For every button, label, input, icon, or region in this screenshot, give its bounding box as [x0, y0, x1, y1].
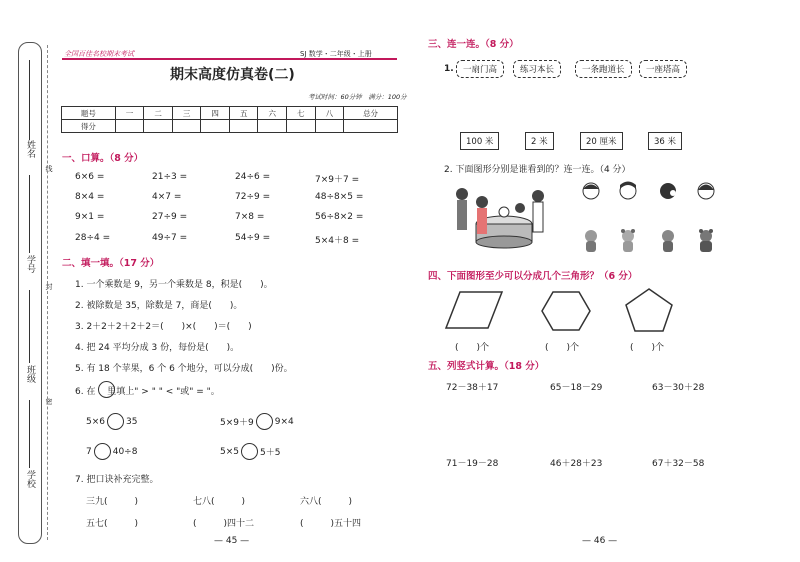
compare-right: 35 — [126, 416, 138, 427]
score-cell: 题号 — [62, 107, 116, 120]
score-cell: 一 — [115, 107, 144, 120]
oral-item: 5×4＋8 = — [315, 236, 360, 246]
bear-view-1 — [585, 230, 597, 252]
triangle-count-blank[interactable]: ( )个 — [455, 343, 490, 353]
cut-line — [47, 45, 48, 540]
section2-title: 二、填一填。（17 分） — [62, 258, 160, 269]
score-input-cell[interactable] — [172, 120, 201, 133]
score-cell: 四 — [201, 107, 230, 120]
face-view-4 — [698, 183, 714, 199]
compare-left: 5×5 — [220, 446, 239, 457]
vertical-calc-item: 67＋32－58 — [652, 459, 705, 469]
oral-item: 28÷4 = — [75, 233, 111, 243]
score-cell: 总分 — [344, 107, 398, 120]
length-card[interactable]: 100 米 — [460, 132, 499, 150]
fill-question-3: 3. 2＋2＋2＋2＋2＝( )×( )＝( ) — [75, 322, 252, 332]
fill-question-2: 2. 被除数是 35，除数是 7，商是( )。 — [75, 301, 243, 311]
match-tag[interactable]: 一扇门高 — [456, 60, 504, 78]
vertical-calc-item: 71－19－28 — [446, 459, 499, 469]
section5-title: 五、列竖式计算。（18 分） — [428, 361, 545, 372]
compare-circle[interactable] — [98, 381, 115, 398]
oral-item: 21÷3 = — [152, 172, 188, 182]
vertical-calc-item: 72－38＋17 — [446, 383, 499, 393]
compare-circle[interactable] — [256, 413, 273, 430]
edition-label: SJ 数学・二年级・上册 — [300, 50, 372, 58]
fill-question-7: 7. 把口诀补充完整。 — [75, 475, 159, 485]
score-cell: 七 — [287, 107, 316, 120]
score-cell: 五 — [229, 107, 258, 120]
page-number-left: — 45 — — [214, 536, 250, 546]
rhyme-item: ( )五十四 — [300, 519, 362, 529]
score-input-cell[interactable] — [344, 120, 398, 133]
bear-view-3 — [662, 230, 674, 252]
compare-item — [220, 413, 294, 430]
length-card[interactable]: 36 米 — [648, 132, 682, 150]
parallelogram-shape — [444, 290, 504, 330]
page-number-right: — 46 — — [582, 536, 618, 546]
seal-mark-line: 线 — [45, 165, 53, 172]
school-label: 学校 — [25, 470, 35, 488]
hexagon-shape — [540, 290, 592, 332]
oral-item: 9×1 = — [75, 212, 105, 222]
fill-question-6: 6. 在 里填上" > " " < "或" = "。 — [75, 387, 220, 397]
score-input-cell[interactable] — [258, 120, 287, 133]
triangle-count-blank[interactable]: ( )个 — [630, 343, 665, 353]
children-table-illustration — [448, 178, 560, 260]
student-id-label: 学号 — [25, 255, 35, 273]
rhyme-item: 三九( ) — [86, 497, 139, 507]
face-view-2 — [620, 182, 636, 200]
compare-left: 5×9＋9 — [220, 418, 254, 428]
compare-item — [220, 443, 280, 460]
rhyme-item: 五七( ) — [86, 519, 139, 529]
compare-circle[interactable] — [107, 413, 124, 430]
score-input-cell[interactable] — [287, 120, 316, 133]
oral-item: 7×9＋7 = — [315, 175, 360, 185]
rhyme-item: 六八( ) — [300, 497, 353, 507]
oral-item: 72÷9 = — [235, 192, 271, 202]
compare-circle[interactable] — [241, 443, 258, 460]
oral-item: 27÷9 = — [152, 212, 188, 222]
oral-item: 48÷8×5 = — [315, 192, 364, 202]
vertical-calc-item: 46＋28＋23 — [550, 459, 603, 469]
page-title: 期末高度仿真卷(二) — [170, 67, 295, 83]
score-input-cell[interactable] — [315, 120, 344, 133]
score-table — [61, 106, 398, 133]
section1-title: 一、口算。（8 分） — [62, 153, 144, 164]
score-cell: 六 — [258, 107, 287, 120]
fill-question-4: 4. 把 24 平均分成 3 份，每份是( )。 — [75, 343, 240, 353]
seal-mark-secret: 密 — [45, 398, 53, 405]
id-underline — [29, 175, 30, 253]
match-question-1: 1. — [444, 64, 454, 74]
exam-info: 考试时间：60分钟 满分：100分 — [308, 93, 407, 101]
oral-item: 4×7 = — [152, 192, 182, 202]
section4-title: 四、下面图形至少可以分成几个三角形？（6 分） — [428, 271, 638, 282]
oral-item: 7×8 = — [235, 212, 265, 222]
score-table-row-score — [62, 120, 398, 133]
compare-left: 5×6 — [86, 416, 105, 427]
school-underline — [29, 400, 30, 468]
score-input-cell[interactable] — [144, 120, 173, 133]
compare-item — [86, 413, 137, 430]
match-tag[interactable]: 一座塔高 — [639, 60, 687, 78]
score-input-cell[interactable] — [201, 120, 230, 133]
match-tag[interactable]: 一条跑道长 — [575, 60, 632, 78]
score-cell: 二 — [144, 107, 173, 120]
score-cell: 得分 — [62, 120, 116, 133]
faces-row — [580, 180, 720, 202]
compare-right: 9×4 — [274, 416, 294, 427]
triangle-count-blank[interactable]: ( )个 — [545, 343, 580, 353]
score-cell: 三 — [172, 107, 201, 120]
section3-title: 三、连一连。（8 分） — [428, 39, 519, 50]
oral-item: 54÷9 = — [235, 233, 271, 243]
banner-text: 全国百佳名校期末考试 — [64, 50, 134, 58]
compare-left: 7 — [86, 446, 92, 457]
score-input-cell[interactable] — [229, 120, 258, 133]
pentagon-shape — [624, 287, 674, 333]
oral-item: 49÷7 = — [152, 233, 188, 243]
seal-mark-seal: 封 — [45, 283, 53, 290]
compare-item — [86, 443, 137, 460]
bear-view-4 — [699, 229, 713, 252]
compare-right: 40÷8 — [112, 446, 138, 457]
score-cell: 八 — [315, 107, 344, 120]
match-question-2: 2. 下面图形分别是谁看到的？连一连。（4 分） — [444, 165, 631, 175]
length-card[interactable]: 20 厘米 — [580, 132, 623, 150]
fill-question-5: 5. 有 18 个苹果，6 个 6 个地分，可以分成( )份。 — [75, 364, 293, 374]
oral-item: 56÷8×2 = — [315, 212, 364, 222]
oral-item: 24÷6 = — [235, 172, 271, 182]
face-view-1 — [583, 183, 599, 199]
fill-question-1: 1. 一个乘数是 9，另一个乘数是 8，积是( )。 — [75, 280, 273, 290]
bears-row — [580, 228, 720, 254]
rhyme-item: 七八( ) — [193, 497, 246, 507]
vertical-calc-item: 65－18－29 — [550, 383, 603, 393]
binding-strip — [18, 42, 42, 544]
rhyme-item: ( )四十二 — [193, 519, 255, 529]
name-label: 姓名 — [25, 140, 35, 158]
compare-right: 5＋5 — [260, 448, 281, 458]
score-table-row-header — [62, 107, 398, 120]
header-rule — [62, 58, 397, 60]
face-view-3 — [660, 183, 676, 199]
match-tag[interactable]: 练习本长 — [513, 60, 561, 78]
class-underline — [29, 290, 30, 363]
compare-circle[interactable] — [94, 443, 111, 460]
bear-view-2 — [621, 229, 635, 252]
oral-item: 6×6 = — [75, 172, 105, 182]
length-card[interactable]: 2 米 — [525, 132, 554, 150]
oral-item: 8×4 = — [75, 192, 105, 202]
class-label: 班级 — [25, 365, 35, 383]
score-input-cell[interactable] — [115, 120, 144, 133]
name-underline — [29, 60, 30, 140]
vertical-calc-item: 63－30＋28 — [652, 383, 705, 393]
